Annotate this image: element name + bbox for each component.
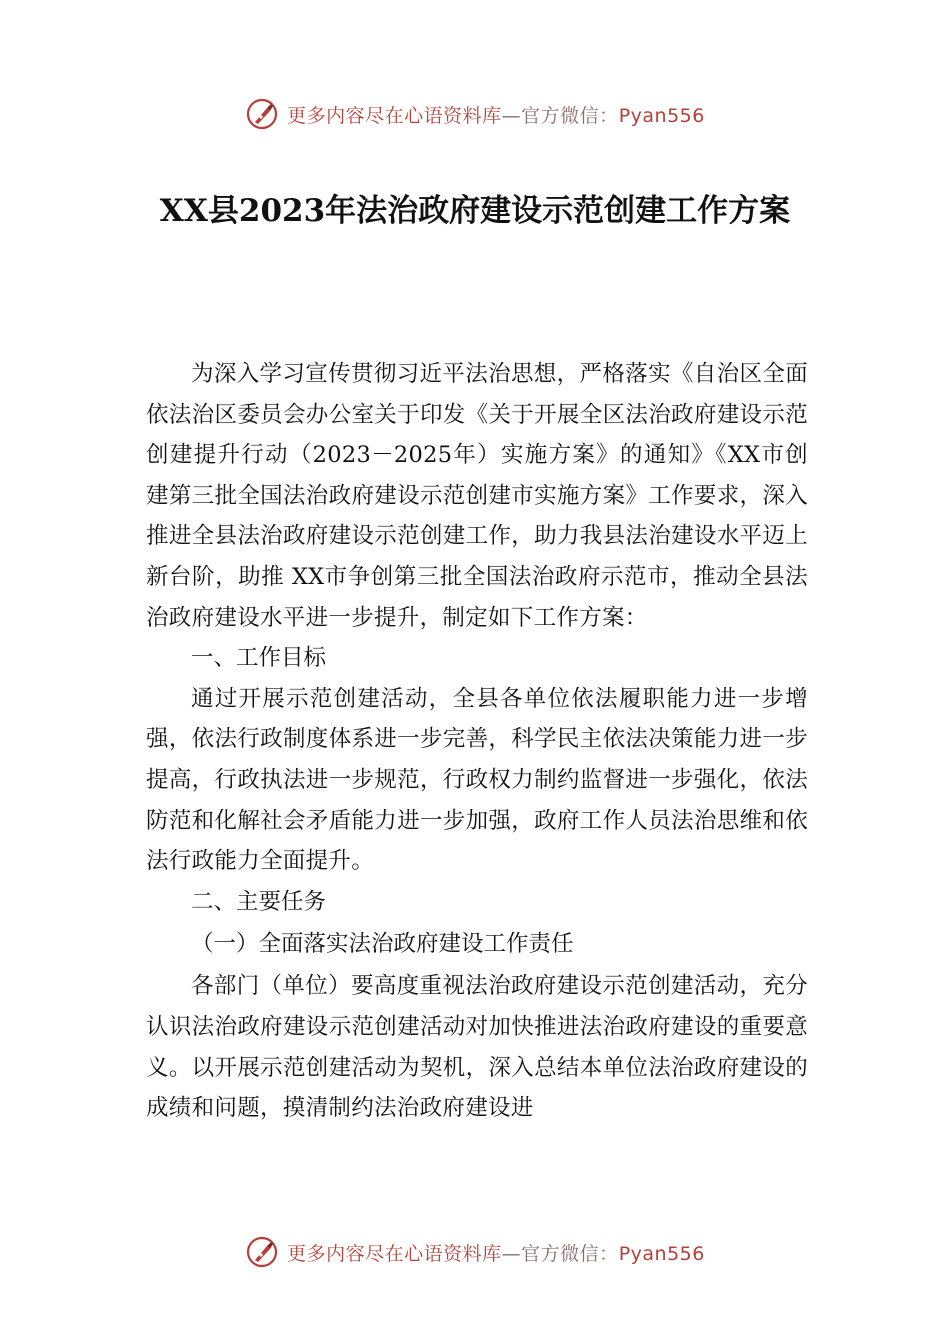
watermark-header	[0, 94, 950, 134]
document-body	[146, 354, 808, 1129]
watermark-official: 官方微信：	[521, 104, 619, 127]
fountain-pen-nib-icon	[245, 97, 279, 131]
watermark-wechat-id: Pyan556	[618, 104, 705, 127]
section-heading-goals: 一、工作目标	[191, 645, 327, 672]
document-title: XX县2023年法治政府建设示范创建工作方案	[159, 193, 791, 229]
fountain-pen-nib-icon	[245, 1235, 279, 1269]
intro-paragraph: 为深入学习宣传贯彻习近平法治思想，严格落实《自治区全面依法治区委员会办公室关于印发《关于开展全区法治政府建设示范创建提升行动（2023－2025年）实施方案》的通知》《XX市创建第三批全国法治政府建设示范创建市实施方案》工作要求，深入推进全县法治政府建设示范创建工作，助力我县法治建设水平迈上新台阶，助推 XX市争创第三批全国法治政府示范市，推动全县法治政府建设水平进一步提升，制定如下工作方案：	[146, 361, 808, 631]
watermark-official: 官方微信：	[521, 1242, 619, 1265]
goals-paragraph: 通过开展示范创建活动，全县各单位依法履职能力进一步增强，依法行政制度体系进一步完善，科学民主依法决策能力进一步提高，行政执法进一步规范，行政权力制约监督进一步强化，依法防范和化解社会矛盾能力进一步加强，政府工作人员法治思维和依法行政能力全面提升。	[146, 685, 808, 875]
subsection-heading-responsibility: （一）全面落实法治政府建设工作责任	[191, 931, 574, 958]
watermark-separator: —	[501, 1242, 522, 1265]
watermark-footer	[0, 1232, 950, 1272]
watermark-separator: —	[501, 104, 522, 127]
watermark-main: 更多内容尽在心语资料库	[287, 104, 502, 127]
watermark-main: 更多内容尽在心语资料库	[287, 1242, 502, 1265]
responsibility-paragraph: 各部门（单位）要高度重视法治政府建设示范创建活动，充分认识法治政府建设示范创建活动对加快推进法治政府建设的重要意义。以开展示范创建活动为契机，深入总结本单位法治政府建设的成绩和问题，摸清制约法治政府建设进	[146, 973, 808, 1122]
watermark-text	[287, 1239, 705, 1266]
watermark-wechat-id: Pyan556	[618, 1242, 705, 1265]
section-heading-tasks: 二、主要任务	[191, 888, 327, 915]
watermark-text	[287, 101, 705, 128]
